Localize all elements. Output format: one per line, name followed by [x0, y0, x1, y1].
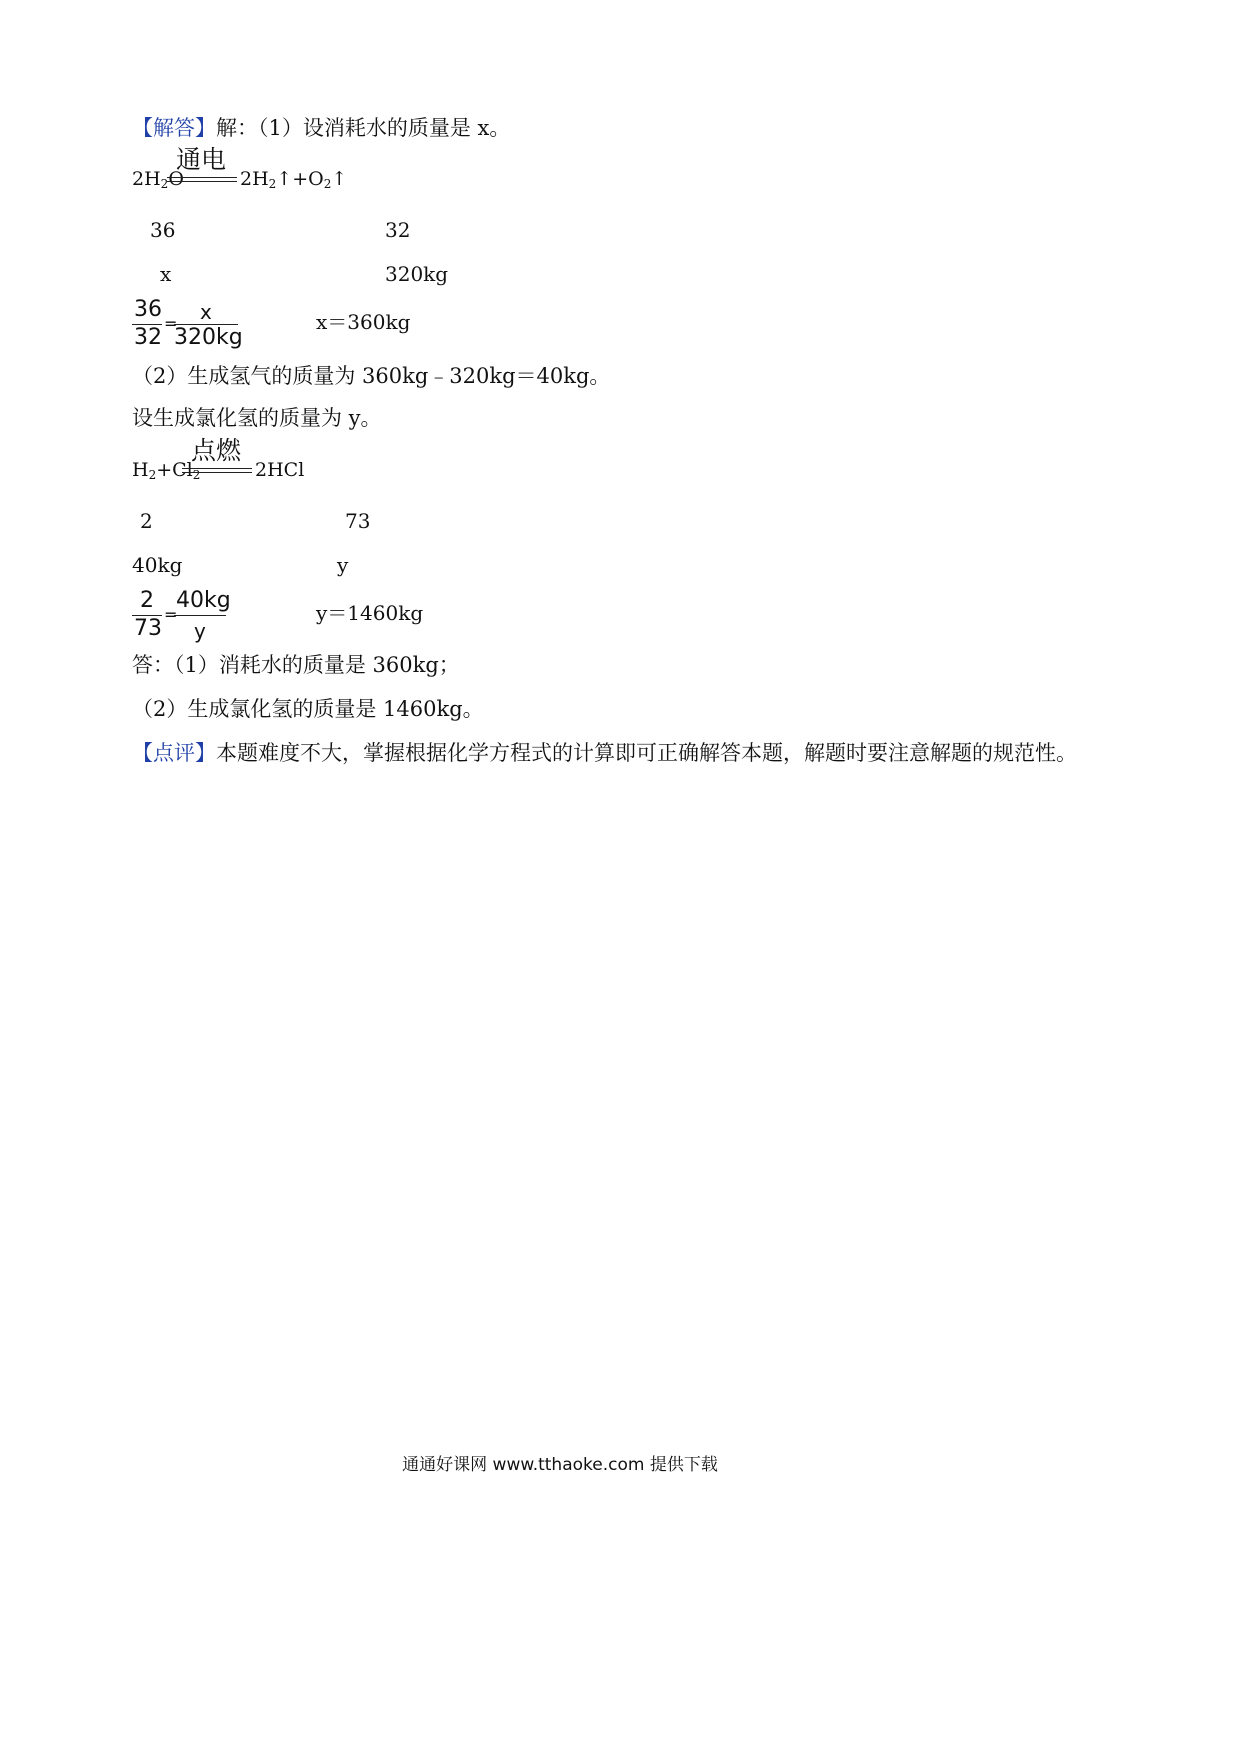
- eq2-fraction-right: [174, 588, 230, 644]
- comment-text: 本题难度不大，掌握根据化学方程式的计算即可正确解答本题，解题时要注意解题的规范性。: [216, 741, 1077, 765]
- eq1-right-h2-sub: 2: [268, 177, 277, 191]
- eq1-var-left: x: [160, 262, 172, 286]
- eq1-equals: =: [164, 314, 178, 333]
- eq1-right-o2: +O: [292, 168, 324, 190]
- eq1-left-sub: 2: [160, 177, 169, 191]
- eq2-result: y＝1460kg: [316, 601, 424, 625]
- eq2-frac1-den: 73: [134, 616, 162, 641]
- eq2-var-left: 40kg: [132, 553, 183, 577]
- comment-tag: 【点评】: [132, 741, 216, 765]
- eq1-fraction-right: [174, 297, 243, 353]
- solution-tag: 【解答】: [132, 116, 216, 140]
- eq2-mass-right: 73: [345, 509, 371, 533]
- gas-arrow-icon: ↑: [276, 168, 293, 190]
- eq2-mass-left: 2: [140, 509, 153, 533]
- eq1-frac2-num: x: [200, 300, 212, 324]
- eq1-condition: 通电: [176, 145, 227, 174]
- solution-heading: [132, 115, 510, 141]
- eq1-mass-left: 36: [150, 218, 176, 242]
- eq2-frac2-den: y: [194, 619, 206, 643]
- solution-intro: 解：（1）设消耗水的质量是 x。: [216, 116, 511, 140]
- eq1-right-o2-sub: 2: [323, 177, 332, 191]
- eq2-equals-bar: [182, 468, 252, 473]
- eq1-mass-right: 32: [385, 218, 411, 242]
- equation-water-right: [240, 167, 347, 196]
- eq1-result: x＝360kg: [316, 310, 411, 334]
- eq2-left-h2: H: [132, 459, 149, 481]
- eq2-right: 2HCl: [255, 459, 305, 481]
- eq1-frac1-num: 36: [134, 297, 162, 322]
- answer-line-1: 答：（1）消耗水的质量是 360kg；: [132, 653, 460, 677]
- eq1-left-formula: 2H: [132, 168, 161, 190]
- gas-arrow-icon: ↑: [331, 168, 348, 190]
- eq2-frac2-num: 40kg: [176, 588, 231, 613]
- answer-line-2: （2）生成氯化氢的质量是 1460kg。: [132, 697, 484, 721]
- eq1-right-h2: 2H: [240, 168, 269, 190]
- eq1-var-right: 320kg: [385, 262, 449, 286]
- eq2-left-cl2-sub: 2: [192, 468, 201, 482]
- eq2-left-cl2: +Cl: [156, 459, 193, 481]
- eq2-frac1-num: 2: [140, 588, 154, 613]
- eq1-fraction-left: [132, 297, 166, 353]
- eq2-var-right: y: [337, 553, 349, 577]
- eq2-equals: =: [164, 605, 178, 624]
- eq1-equals-bar: [167, 177, 237, 182]
- eq2-condition: 点燃: [191, 436, 242, 465]
- eq2-fraction-left: [132, 588, 166, 644]
- comment-paragraph: [132, 740, 1077, 766]
- step2-set-y: 设生成氯化氢的质量为 y。: [132, 406, 382, 430]
- eq2-left-h2-sub: 2: [148, 468, 157, 482]
- eq1-frac2-den: 320kg: [174, 325, 243, 350]
- step2-hydrogen-mass: （2）生成氢气的质量为 360kg﹣320kg＝40kg。: [132, 364, 611, 388]
- page-footer: 通通好课网 www.tthaoke.com 提供下载: [402, 1455, 718, 1475]
- eq1-left-tail: O: [168, 168, 184, 190]
- eq1-frac1-den: 32: [134, 325, 162, 350]
